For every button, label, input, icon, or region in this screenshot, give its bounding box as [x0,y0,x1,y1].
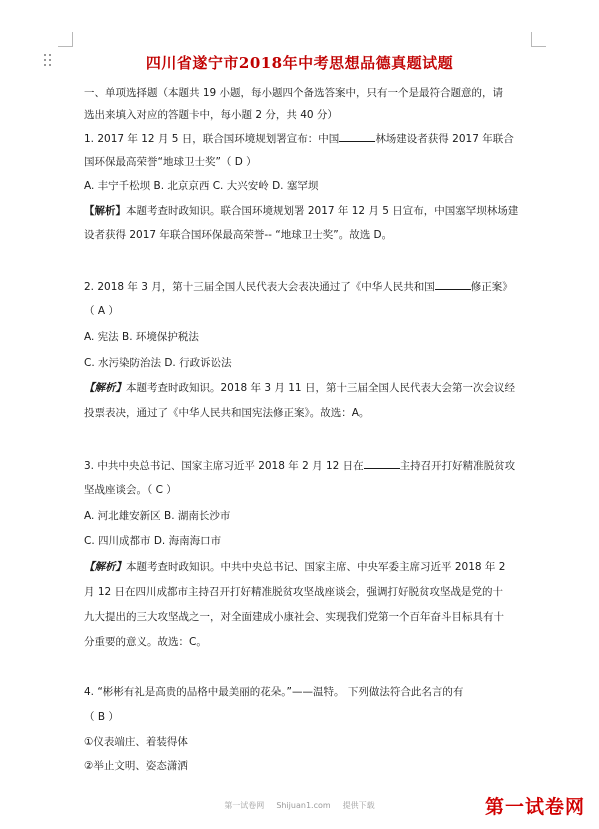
q2-options-ab: A. 宪法 B. 环境保护税法 [84,331,199,343]
q2-analysis-line-2: 投票表决，通过了《中华人民共和国宪法修正案》。故选：A。 [84,407,370,419]
footer-site-name: 第一试卷网 [224,801,265,810]
q3-analysis-label: 【解析】 [84,561,126,573]
q1-analysis-line-1 [84,204,544,218]
q3-blank [364,458,400,469]
q3-options-cd: C. 四川成都市 D. 海南海口市 [84,535,222,547]
q2-options-cd: C. 水污染防治法 D. 行政诉讼法 [84,357,232,369]
q3-analysis-line-1 [84,560,544,574]
q3-options-ab: A. 河北雄安新区 B. 湖南长沙市 [84,510,231,522]
q1-analysis-text: 本题考查时政知识。联合国环境规划署 2017 年 12 月 5 日宣布，中国塞罕坝林场建 [126,205,519,217]
q2-answer: （ A ） [84,305,119,317]
q2-analysis-line-1 [84,381,544,395]
q1-blank [339,131,375,142]
q3-stem-part-b: 主持召开打好精准脱贫攻 [399,460,516,472]
q1-stem-line-1 [84,131,544,146]
q4-item-2: ②举止文明、姿态潇洒 [84,760,188,772]
q1-stem-part-a: 1. 2017 年 12 月 5 日，联合国环境规划署宣布：中国 [84,133,340,145]
q3-stem-part-a: 3. 中共中央总书记、国家主席习近平 2018 年 2 月 12 日在 [84,460,364,472]
q4-item-1: ①仪表端庄、着装得体 [84,736,188,748]
q3-analysis-line-3: 九大提出的三大攻坚战之一，对全面建成小康社会、实现我们党第一个百年奋斗目标具有十 [84,611,504,623]
footer-download-text: 提供下载 [342,801,375,810]
section-heading-line-2: 选出来填入对应的答题卡中，每小题 2 分，共 40 分） [84,109,338,121]
q4-answer: （ B ） [84,711,119,723]
q1-stem-part-b: 林场建设者获得 2017 年联合 [375,133,514,145]
q2-analysis-text: 本题考查时政知识。2018 年 3 月 11 日，第十三届全国人民代表大会第一次会议经 [126,382,515,394]
page-corner-mark-top-right [531,32,546,47]
q2-stem-part-b: 修正案》 [470,281,513,293]
q2-blank [435,279,471,290]
q2-stem-line-1 [84,279,544,294]
q1-analysis-line-2: 设者获得 2017 年联合国环保最高荣誉-- “地球卫士奖”。故选 D。 [84,229,393,241]
site-watermark-logo: 第一试卷网 [484,796,585,818]
q3-analysis-line-2: 月 12 日在四川成都市主持召开打好精准脱贫攻坚战座谈会，强调打好脱贫攻坚战是党的十 [84,586,504,598]
q1-options: A. 丰宁千松坝 B. 北京京西 C. 大兴安岭 D. 塞罕坝 [84,180,319,192]
q3-analysis-line-4: 分重要的意义。故选：C。 [84,636,207,648]
q3-stem-line-1 [84,458,544,473]
footer-site-url[interactable]: Shijuan1.com [276,801,331,810]
page-corner-mark-top-left [58,32,73,47]
q2-stem-part-a: 2. 2018 年 3 月，第十三届全国人民代表大会表决通过了《中华人民共和国 [84,281,435,293]
q3-stem-line-2: 坚战座谈会。（ C ） [84,484,177,496]
q4-stem: 4. “彬彬有礼是高贵的品格中最美丽的花朵。”——温特。 下列做法符合此名言的有 [84,686,464,698]
q2-analysis-label: 【解析】 [84,382,126,394]
q1-stem-line-2: 国环保最高荣誉“地球卫士奖”（ D ） [84,156,257,168]
page-title: 四川省遂宁市2018年中考思想品德真题试题 [145,54,454,72]
q3-analysis-text: 本题考查时政知识。中共中央总书记、国家主席、中央军委主席习近平 2018 年 2 [126,561,506,573]
q1-analysis-label: 【解析】 [84,205,126,217]
section-heading-line-1: 一、单项选择题（本题共 19 小题，每小题四个备选答案中，只有一个是最符合题意的，请 [84,87,504,99]
